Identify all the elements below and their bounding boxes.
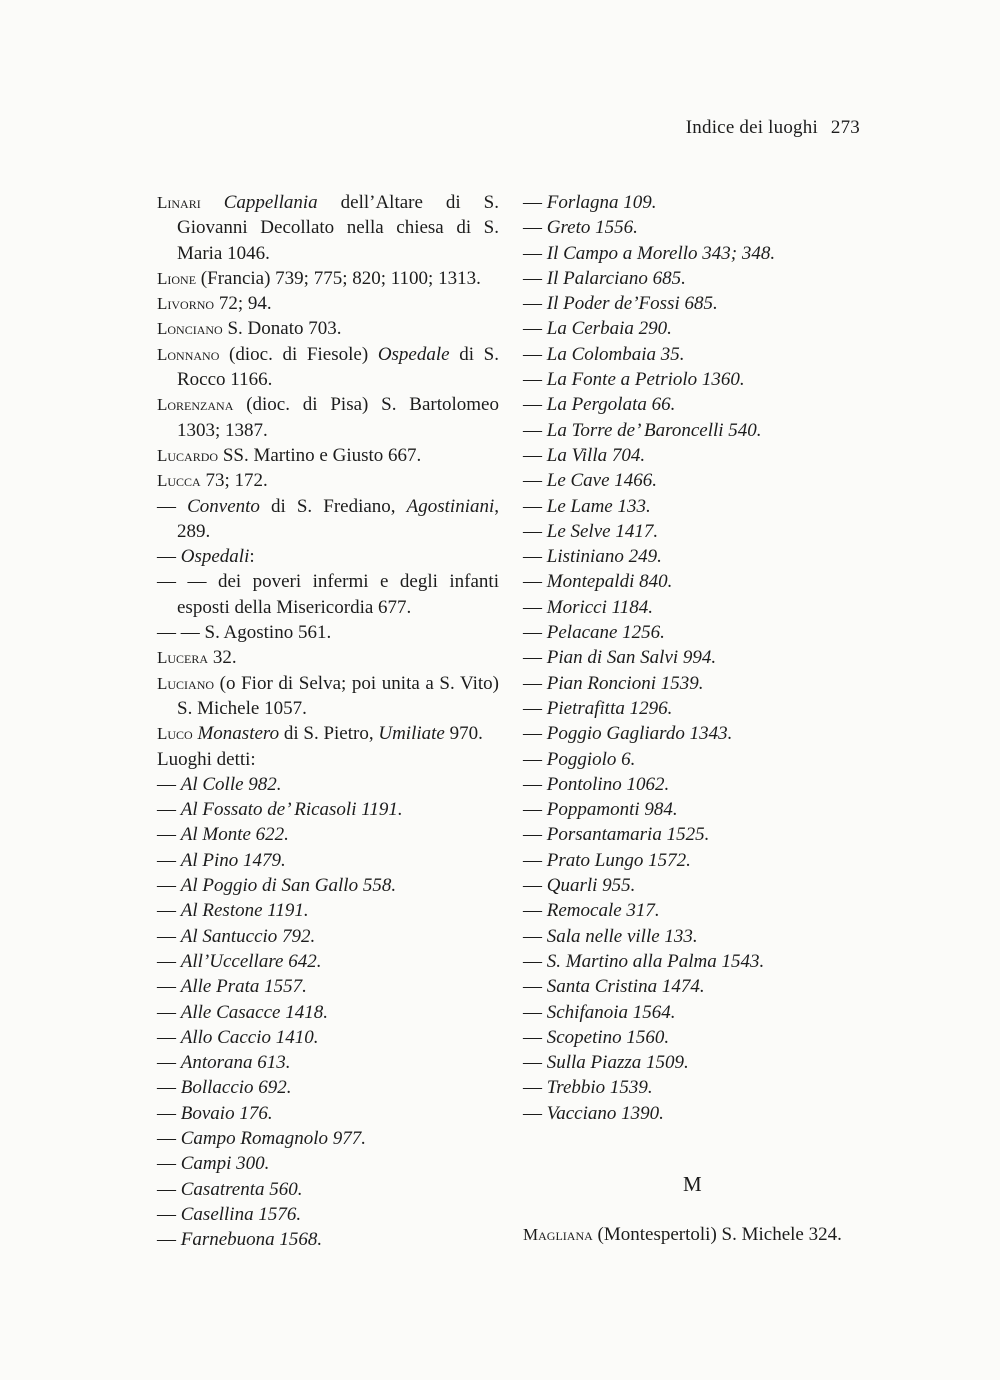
index-entry — [523, 974, 863, 999]
entry-text: — — [523, 571, 547, 593]
entry-text: Luciano — [157, 673, 215, 693]
index-entry — [157, 797, 499, 822]
index-entry — [523, 569, 863, 594]
index-entry — [157, 1227, 499, 1252]
entry-text: All’Uccellare 642. — [180, 950, 322, 972]
index-entry — [523, 241, 863, 266]
entry-text: — — [523, 925, 547, 947]
entry-text: — — [157, 495, 188, 517]
entry-text: — — [157, 950, 181, 972]
index-entry — [157, 898, 499, 923]
index-entry — [157, 747, 499, 772]
entry-text: — — [523, 343, 547, 365]
entry-text: Bollaccio 692. — [180, 1077, 292, 1099]
index-entry — [157, 443, 499, 468]
index-entry — [523, 873, 863, 898]
entry-text: (Francia) 739; 775; 820; 1100; 1313. — [196, 267, 481, 289]
index-entry — [523, 822, 863, 847]
index-entry — [157, 822, 499, 847]
entry-text: SS. Martino e Giusto 667. — [218, 444, 422, 466]
index-entry — [157, 1050, 499, 1075]
index-entry — [523, 1050, 863, 1075]
entry-text: — — [523, 1001, 547, 1023]
index-entry — [523, 949, 863, 974]
entry-text: (Montespertoli) S. Michele 324. — [592, 1224, 842, 1245]
entry-text: Ospedale — [377, 343, 450, 365]
entry-text: Scopetino 1560. — [546, 1026, 670, 1048]
entry-text: Il Poder de’Fossi 685. — [546, 293, 718, 315]
index-entry — [523, 519, 863, 544]
entry-text: Ospedali — [180, 546, 250, 568]
entry-text: — — [157, 1001, 181, 1023]
entry-text: Trebbio 1539. — [546, 1077, 653, 1099]
index-entry — [157, 772, 499, 797]
entry-text: Il Palarciano 685. — [546, 267, 686, 289]
entry-text: Quarli 955. — [546, 875, 636, 897]
index-entry — [523, 1025, 863, 1050]
entry-text: Santa Cristina 1474. — [546, 976, 705, 998]
entry-text: Al Fossato de’ Ricasoli 1191. — [180, 799, 403, 821]
entry-text: — — [157, 546, 181, 568]
entry-text: — — [523, 773, 547, 795]
entry-text: Agostiniani — [406, 495, 495, 517]
entry-text: — — [523, 318, 547, 340]
entry-text: Al Pino 1479. — [180, 849, 286, 871]
entry-text: Al Poggio di San Gallo 558. — [180, 875, 397, 897]
index-column-right — [523, 190, 863, 1126]
index-entry — [523, 721, 863, 746]
index-entry — [523, 898, 863, 923]
entry-text: Alle Prata 1557. — [180, 976, 307, 998]
entry-text: S. Donato 703. — [222, 318, 342, 340]
index-entry — [157, 494, 499, 545]
entry-text: — — [157, 799, 181, 821]
entry-text: — — [523, 723, 547, 745]
entry-text: — — [523, 799, 547, 821]
entry-text: Al Colle 982. — [180, 773, 282, 795]
index-entry — [157, 1177, 499, 1202]
index-entry — [523, 747, 863, 772]
entry-text: — — [523, 672, 547, 694]
entry-text: Linari — [157, 193, 201, 212]
index-entry — [157, 544, 499, 569]
index-entry — [157, 266, 499, 291]
entry-text: Porsantamaria 1525. — [546, 824, 710, 846]
index-entry — [523, 342, 863, 367]
entry-text: — — [523, 875, 547, 897]
entry-text: — — [523, 622, 547, 644]
entry-text: , 289. — [177, 495, 500, 542]
entry-text: Lonnano — [157, 344, 220, 364]
entry-text: Livorno — [157, 294, 215, 314]
entry-text: — — [523, 1026, 547, 1048]
entry-text: Umiliate — [378, 723, 445, 745]
entry-text: — — [157, 824, 181, 846]
entry-text: — — [157, 1127, 181, 1149]
entry-text: — — [523, 647, 547, 669]
entry-text: Casatrenta 560. — [180, 1178, 303, 1200]
entry-text: — — [157, 1229, 181, 1251]
index-entry — [157, 569, 499, 620]
index-entry — [157, 1126, 499, 1151]
entry-text: Schifanoia 1564. — [546, 1001, 676, 1023]
entry-text: Remocale 317. — [546, 900, 660, 922]
entry-text: Antorana 613. — [180, 1052, 291, 1074]
entry-text: — — [157, 1052, 181, 1074]
entry-text: — — [523, 546, 547, 568]
index-entry — [523, 797, 863, 822]
index-entry — [157, 949, 499, 974]
entry-text: di S. Rocco 1166. — [177, 343, 499, 391]
entry-text: Poppamonti 984. — [546, 799, 678, 821]
index-entry — [157, 671, 499, 722]
index-entry — [523, 1075, 863, 1100]
index-entry — [157, 468, 499, 493]
entry-text: Convento — [187, 495, 260, 517]
index-entry — [523, 367, 863, 392]
entry-text: Campo Romagnolo 977. — [180, 1127, 366, 1149]
index-entry — [157, 1000, 499, 1025]
entry-text: Monastero — [197, 723, 280, 745]
entry-text: Le Cave 1466. — [546, 470, 658, 492]
index-entry — [157, 1202, 499, 1227]
entry-text: — — [157, 1153, 181, 1175]
entry-text: Moricci 1184. — [546, 596, 653, 618]
entry-text: (o Fior di Selva; poi unita a S. Vito) S. Michele 1057. — [177, 672, 499, 719]
index-entry — [523, 772, 863, 797]
index-entry — [157, 645, 499, 670]
index-entry — [157, 342, 499, 393]
entry-text: Al Santuccio 792. — [180, 925, 316, 947]
index-entry — [523, 1101, 863, 1126]
page-number: 273 — [830, 117, 860, 138]
entry-text: 73; 172. — [200, 470, 268, 492]
index-entry — [157, 974, 499, 999]
entry-text: Prato Lungo 1572. — [546, 849, 691, 871]
entry-text: Magliana — [523, 1225, 593, 1244]
entry-text: — — [157, 1203, 181, 1225]
entry-text: — — [157, 849, 181, 871]
entry-text: Casellina 1576. — [180, 1203, 302, 1225]
entry-text: — — [523, 242, 547, 264]
entry-text: Sulla Piazza 1509. — [546, 1052, 689, 1074]
entry-text: di S. Pietro, — [279, 723, 379, 745]
entry-text: — — [523, 748, 547, 770]
entry-text: — — [523, 849, 547, 871]
entry-text: Luco — [157, 724, 193, 744]
index-entry — [523, 544, 863, 569]
index-entry — [523, 418, 863, 443]
running-header — [686, 117, 860, 139]
entry-text: — — [523, 293, 547, 315]
entry-text: Forlagna 109. — [546, 192, 657, 213]
index-entry — [523, 848, 863, 873]
entry-text: Campi 300. — [180, 1153, 270, 1175]
entry-text: Lione — [157, 268, 197, 288]
entry-text: — — [523, 520, 547, 542]
entry-text: Luoghi detti: — [157, 748, 256, 770]
entry-text: — — [523, 267, 547, 289]
entry-text: — — [157, 900, 181, 922]
entry-text: — — [523, 495, 547, 517]
entry-text: — — [157, 1077, 181, 1099]
entry-text: — — [523, 950, 547, 972]
entry-text: Pelacane 1256. — [546, 622, 665, 644]
index-entry — [523, 645, 863, 670]
entry-text: Lonciano — [157, 319, 223, 339]
index-entry — [523, 1000, 863, 1025]
entry-text: Al Restone 1191. — [180, 900, 309, 922]
index-entry — [523, 190, 863, 215]
entry-text: — — [523, 697, 547, 719]
section-letter: M — [683, 1172, 702, 1196]
entry-text: Lucca — [157, 471, 201, 491]
index-entry — [523, 215, 863, 240]
index-entry — [157, 924, 499, 949]
index-entry — [157, 316, 499, 341]
entry-text: Listiniano 249. — [546, 546, 662, 568]
entry-text: Lucardo — [157, 445, 219, 465]
entry-text: — — [523, 976, 547, 998]
entry-text: S. Martino alla Palma 1543. — [546, 950, 765, 972]
entry-text: Le Lame 133. — [546, 495, 651, 517]
index-entry — [157, 291, 499, 316]
index-entry — [523, 266, 863, 291]
index-entry — [523, 468, 863, 493]
index-entry — [523, 316, 863, 341]
entry-text: — — [157, 875, 181, 897]
index-entry — [523, 291, 863, 316]
entry-text: La Villa 704. — [546, 444, 646, 466]
index-entry — [157, 1101, 499, 1126]
index-entry — [523, 494, 863, 519]
entry-text: La Fonte a Petriolo 1360. — [546, 369, 745, 391]
index-column-left — [157, 190, 499, 1252]
entry-text: : — [249, 546, 255, 568]
entry-text: — — [157, 976, 181, 998]
index-entry — [157, 1025, 499, 1050]
index-entry — [523, 595, 863, 620]
entry-text: — — [523, 369, 547, 391]
entry-text: 970. — [444, 723, 483, 745]
entry-text: — — [157, 1026, 181, 1048]
index-entry — [523, 443, 863, 468]
entry-text: Alle Casacce 1418. — [180, 1001, 328, 1023]
header-title: Indice dei luoghi — [685, 117, 818, 138]
entry-text: — — S. Agostino 561. — [157, 622, 332, 644]
index-entry — [157, 392, 499, 443]
entry-text: Pian Roncioni 1539. — [546, 672, 704, 694]
entry-text: Pian di San Salvi 994. — [546, 647, 717, 669]
entry-text: Vacciano 1390. — [546, 1102, 664, 1124]
entry-text: dell’Altare di S. Giovanni Decollato nella chiesa di S. Maria 1046. — [177, 192, 499, 264]
entry-text: — — dei poveri infermi e degli infanti esposti della Misericordia 677. — [157, 571, 499, 618]
index-entry — [523, 671, 863, 696]
entry-text: — — [157, 1102, 181, 1124]
entry-text: — — [157, 925, 181, 947]
entry-text: (dioc. di Fiesole) — [219, 343, 378, 365]
entry-text: — — [523, 394, 547, 416]
entry-text: Farnebuona 1568. — [180, 1229, 323, 1251]
entry-text: — — [157, 1178, 181, 1200]
entry-text: — — [523, 1052, 547, 1074]
entry-text: Poggio Gagliardo 1343. — [546, 723, 733, 745]
entry-text: La Torre de’ Baroncelli 540. — [546, 419, 762, 441]
index-entry — [157, 873, 499, 898]
entry-text: Pontolino 1062. — [546, 773, 670, 795]
entry-text: Allo Caccio 1410. — [180, 1026, 319, 1048]
index-entry — [157, 848, 499, 873]
entry-text: Sala nelle ville 133. — [546, 925, 698, 947]
entry-text: — — [523, 444, 547, 466]
entry-text: 32. — [208, 647, 237, 669]
entry-text: — — [523, 419, 547, 441]
entry-text: (dioc. di Pisa) S. Bartolomeo 1303; 1387. — [177, 394, 499, 441]
entry-text: — — [523, 900, 547, 922]
entry-text: — — [523, 1077, 547, 1099]
entry-text: Al Monte 622. — [180, 824, 289, 846]
entry-text — [201, 192, 224, 213]
entry-text: — — [523, 596, 547, 618]
index-entry — [523, 696, 863, 721]
entry-text: Bovaio 176. — [180, 1102, 273, 1124]
entry-text: La Colombaia 35. — [546, 343, 685, 365]
entry-text: Le Selve 1417. — [546, 520, 659, 542]
index-entry — [523, 620, 863, 645]
index-entry — [157, 620, 499, 645]
index-entry — [523, 392, 863, 417]
entry-text: — — [523, 1102, 547, 1124]
index-entry — [157, 721, 499, 746]
entry-text: Greto 1556. — [546, 217, 638, 239]
entry-text: — — [157, 773, 181, 795]
entry-text: — — [523, 192, 547, 213]
entry-text: Pietrafitta 1296. — [546, 697, 673, 719]
index-entry — [157, 1075, 499, 1100]
entry-text: Lucera — [157, 648, 209, 668]
entry-text: — — [523, 824, 547, 846]
entry-text: Il Campo a Morello 343; 348. — [546, 242, 776, 264]
entry-text: 72; 94. — [214, 293, 272, 315]
entry-text: Cappellania — [223, 192, 318, 213]
entry-text: La Cerbaia 290. — [546, 318, 672, 340]
entry-text: Montepaldi 840. — [546, 571, 673, 593]
index-entry — [523, 1222, 885, 1247]
index-entry — [157, 190, 499, 266]
entry-text: — — [523, 470, 547, 492]
index-entry — [157, 1151, 499, 1176]
entry-text: di S. Frediano, — [259, 495, 407, 517]
entry-text: Poggiolo 6. — [546, 748, 636, 770]
entry-text: Lorenzana — [157, 395, 234, 415]
entry-text: La Pergolata 66. — [546, 394, 676, 416]
index-entry — [523, 924, 863, 949]
entry-text: — — [523, 217, 547, 239]
